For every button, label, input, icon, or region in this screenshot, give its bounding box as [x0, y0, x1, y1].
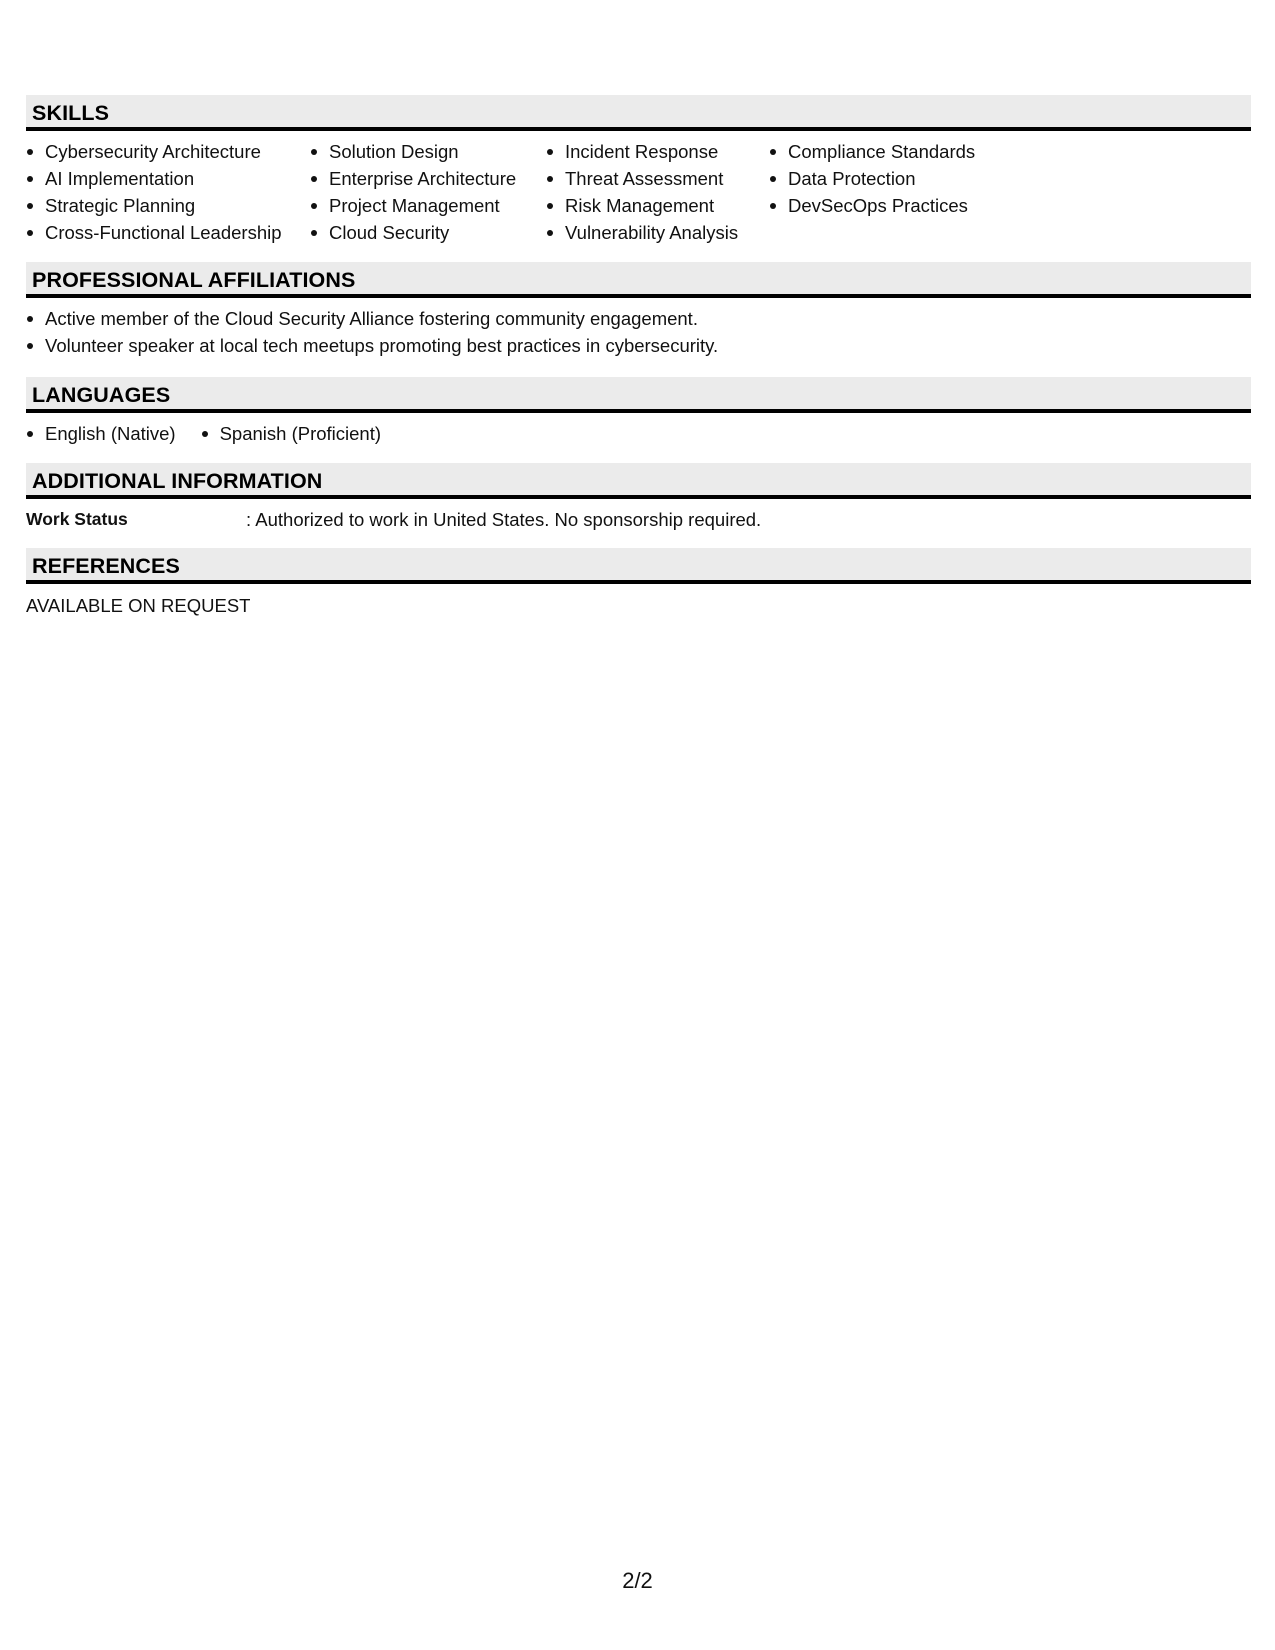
skills-header: SKILLS — [26, 95, 1251, 131]
languages-list — [26, 413, 1251, 463]
skill-item: Enterprise Architecture — [310, 165, 546, 192]
skill-item: Solution Design — [310, 138, 546, 165]
skill-item: DevSecOps Practices — [769, 192, 1029, 219]
skill-item: Strategic Planning — [26, 192, 310, 219]
affiliation-item: Active member of the Cloud Security Alliance fostering community engagement. — [26, 305, 1251, 332]
skill-item: Vulnerability Analysis — [546, 219, 769, 246]
skill-item: Risk Management — [546, 192, 769, 219]
skill-item: Incident Response — [546, 138, 769, 165]
skills-column-4 — [769, 138, 1029, 246]
additional-info-header: ADDITIONAL INFORMATION — [26, 463, 1251, 499]
references-header: REFERENCES — [26, 548, 1251, 584]
page-number: 2/2 — [622, 1568, 653, 1593]
skill-item: Data Protection — [769, 165, 1029, 192]
references-text: AVAILABLE ON REQUEST — [26, 595, 251, 616]
skill-item: Compliance Standards — [769, 138, 1029, 165]
skills-grid — [26, 131, 1251, 262]
skills-column-3 — [546, 138, 769, 246]
affiliations-header: PROFESSIONAL AFFILIATIONS — [26, 262, 1251, 298]
work-status-label: Work Status — [26, 509, 128, 529]
skill-item: Cloud Security — [310, 219, 546, 246]
skills-column-2 — [310, 138, 546, 246]
language-item: Spanish (Proficient) — [201, 420, 381, 447]
skill-item: AI Implementation — [26, 165, 310, 192]
skills-column-1 — [26, 138, 310, 246]
skill-item: Cross-Functional Leadership — [26, 219, 310, 246]
resume-content — [26, 95, 1251, 619]
work-status-row — [26, 499, 1251, 548]
affiliation-item: Volunteer speaker at local tech meetups promoting best practices in cybersecurity. — [26, 332, 1251, 359]
affiliations-list — [26, 298, 1251, 377]
skill-item: Cybersecurity Architecture — [26, 138, 310, 165]
skill-item: Threat Assessment — [546, 165, 769, 192]
work-status-value: : Authorized to work in United States. No sponsorship required. — [246, 509, 762, 530]
languages-header: LANGUAGES — [26, 377, 1251, 413]
skill-item: Project Management — [310, 192, 546, 219]
language-item: English (Native) — [26, 420, 176, 447]
